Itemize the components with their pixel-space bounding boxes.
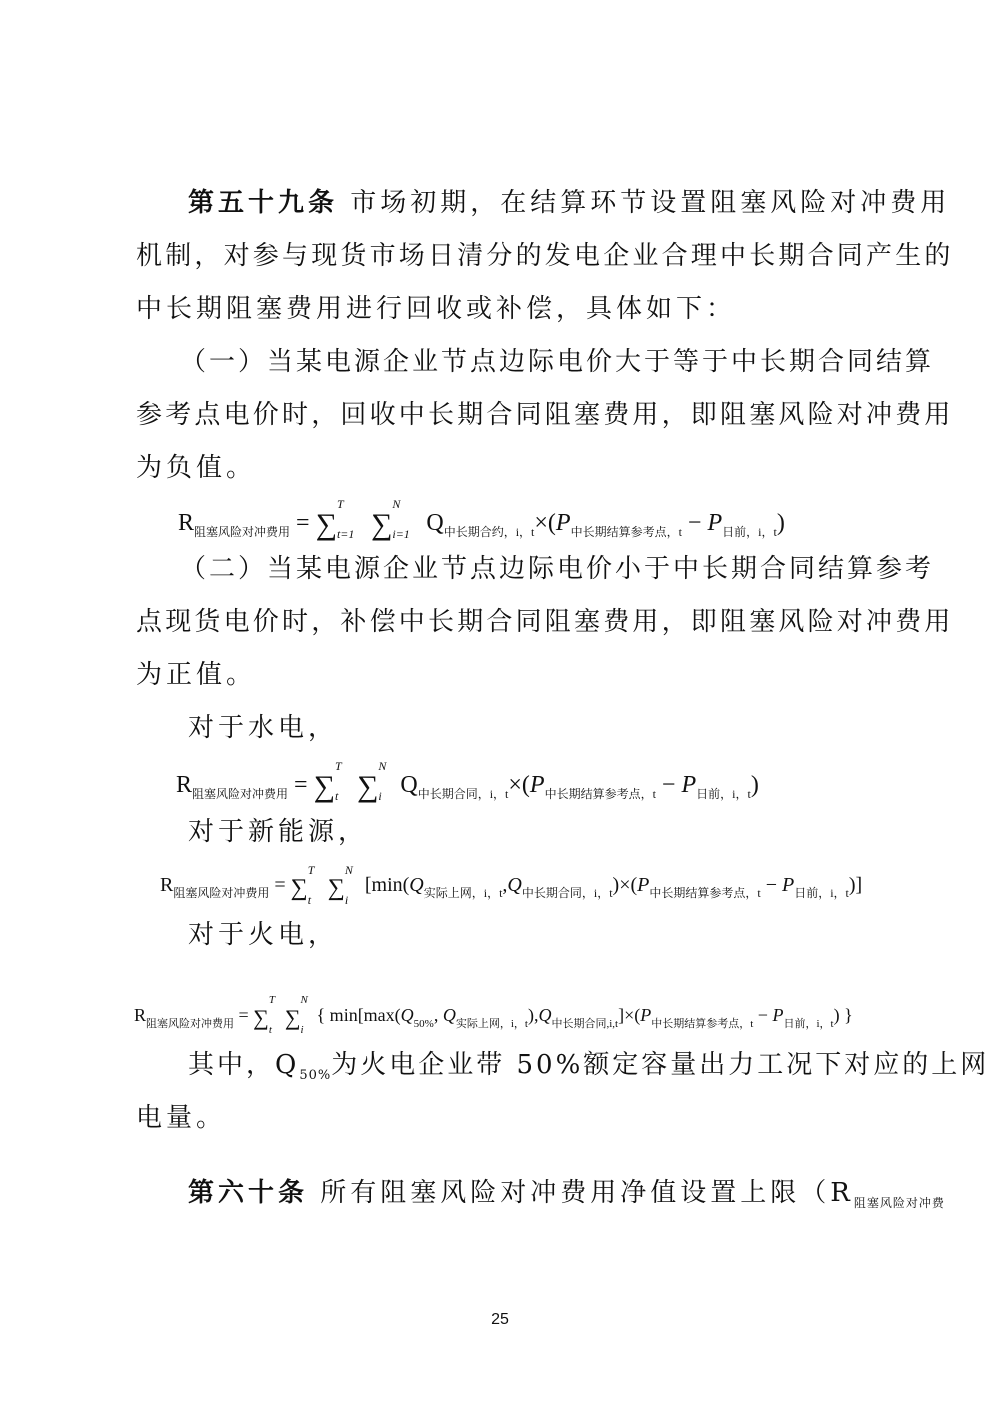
formula-1: $R_{阻塞风险对冲费用}$ = ∑ T t=1 ∑ N i=1 $Q_{中长期合约,i,t}\times(P_{中长期结算参考点,t} - P_{日前,i,t})$ — [178, 497, 785, 541]
note-line1: 其中，$Q_{50\%}$为火电企业带 50%额定容量出力工况下对应的上网 — [188, 1050, 990, 1083]
article59-line2: 机制，对参与现货市场日清分的发电企业合理中长期合同产生的 — [136, 241, 954, 271]
article59-line3: 中长期阻塞费用进行回收或补偿，具体如下： — [136, 294, 737, 324]
item1-line3: 为负值。 — [136, 453, 257, 483]
hydro-label: 对于水电， — [188, 713, 339, 743]
article59-line1 — [188, 190, 950, 216]
newenergy-label: 对于新能源， — [188, 817, 369, 847]
article59-text: 市场初期，在结算环节设置阻塞风险对冲费用 — [350, 188, 951, 218]
article59-heading: 第五十九条 — [188, 188, 339, 218]
item2-line3: 为正值。 — [136, 660, 257, 690]
note-line2: 电量。 — [136, 1103, 227, 1133]
thermal-label: 对于火电， — [188, 920, 339, 950]
formula-3: $R_{阻塞风险对冲费用}$ = ∑ T t ∑ N i $[\min(Q_{实际上网,i,t},Q_{中长期合同,i,t})\times(P_{中长期结算参考点,t} - P_{日前,i,t})]$ — [160, 863, 863, 907]
article60-heading: 第六十条 — [188, 1178, 309, 1208]
item2-line2: 点现货电价时，补偿中长期合同阻塞费用，即阻塞风险对冲费用 — [136, 607, 954, 637]
item2-line1: （二）当某电源企业节点边际电价小于中长期合同结算参考 — [180, 554, 935, 584]
item1-line2: 参考点电价时，回收中长期合同阻塞费用，即阻塞风险对冲费用 — [136, 400, 954, 430]
item1-line1: （一）当某电源企业节点边际电价大于等于中长期合同结算 — [180, 347, 935, 377]
article60-text: 所有阻塞风险对冲费用净值设置上限（R — [320, 1178, 854, 1208]
formula-2: $R_{阻塞风险对冲费用}$ = ∑ T t ∑ N i $Q_{中长期合同,i,t}\times(P_{中长期结算参考点,t} - P_{日前,i,t})$ — [176, 759, 759, 803]
formula-4: $R_{阻塞风险对冲费用}$ = ∑ T t ∑ N i { $\min[\max(Q_{50\%}$, $Q_{实际上网,i,t}),Q_{中长期合同,i,t}]\times(P_{中长期结算参考点,t} - P_{日前,i,t})$ } — [134, 994, 853, 1036]
page-number: 25 — [491, 1311, 509, 1328]
article60-line1: 第六十条 所有阻塞风险对冲费用净值设置上限（$R_{阻塞风险对冲费}$ — [188, 1178, 945, 1210]
